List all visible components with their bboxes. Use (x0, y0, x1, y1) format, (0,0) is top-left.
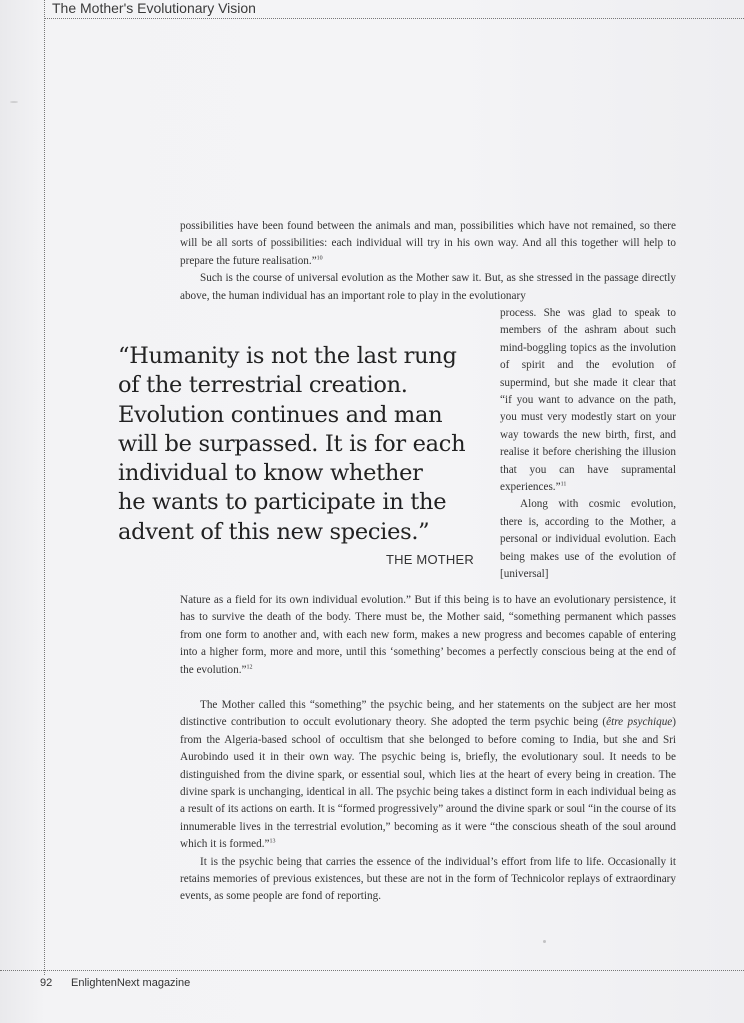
magazine-name: EnlightenNext magazine (71, 977, 191, 989)
pull-quote-line: Evolution continues and man (118, 401, 443, 428)
paragraph-3-continued (180, 592, 676, 679)
pull-quote-line: advent of this new species.” (118, 518, 430, 545)
body-text-bottom (180, 697, 676, 906)
paragraph-4-italic-term: être psychique (606, 716, 673, 729)
footer-rule (0, 970, 744, 971)
paragraph-5: It is the psychic being that carries the essence of the individual’s effort from life to life. Occasionally it retains memories of previous existences, but these are not in the form of Technicolor replays of extraordinary events, as some people are fond of reporting. (180, 855, 676, 903)
pull-quote-line: individual to know whether (118, 460, 423, 487)
pull-quote-line: of the terrestrial creation. (118, 372, 408, 399)
margin-rule (44, 0, 45, 975)
paragraph-1-text: possibilities have been found between the animals and man, possibilities which have not remained, so there will be all sorts of possibilities: each individual will try in his own way. And all this together will help to prepare the future realisation.” (180, 220, 676, 267)
scan-speck (543, 940, 546, 943)
body-text-top (180, 218, 676, 305)
pull-quote (118, 342, 488, 547)
paragraph-2-col-text: process. She was glad to speak to members of the ashram about such mind-boggling topics as the involution of spirit and the evolution of supermind, but she made it clear that “if you want to advance on the path, you must very modestly start on your way towards the new birth, first, and realise it before cherishing the illusion that you can have supramental experiences.” (500, 307, 676, 494)
paragraph-2-start: Such is the course of universal evolution as the Mother saw it. But, as she stressed in the passage directly above, the human individual has an important role to play in the evolutionary (180, 272, 676, 302)
header-rule (44, 18, 744, 19)
pull-quote-line: he wants to participate in the (118, 489, 447, 516)
scan-speck (10, 101, 18, 103)
footnote-ref: 12 (246, 663, 253, 670)
pull-quote-line: will be surpassed. It is for each (118, 430, 466, 457)
paragraph-4-text-b: ) from the Algeria-based school of occultism that she belonged to before coming to India, but she and Sri Aurobindo used it in their own way. The psychic being is, briefly, the evolutionary soul. It needs to be distinguished from the divine spark, or essential soul, which lies at the heart of every being in creation. The divine spark is unchanging, identical in all. The psychic being takes a distinct form in each individual being as a result of its actions on earth. It is “formed progressively” around the divine spark or soul “in the course of its innumerable lives in the terrestrial evolution,” becoming as it were “the conscious sheath of the soul around which it is formed.” (180, 716, 676, 851)
page-number: 92 (40, 977, 53, 989)
body-text-right-column (500, 305, 676, 584)
pull-quote-line: “Humanity is not the last rung (118, 343, 457, 369)
pull-quote-attribution: THE MOTHER (386, 552, 474, 567)
paragraph-1 (180, 218, 676, 270)
body-text-middle (180, 592, 676, 679)
paragraph-4-text-a: The Mother called this “something” the psychic being, and her statements on the subject are her most distinctive contribution to occult evolutionary theory. She adopted the term psychic being ( (180, 699, 676, 729)
paragraph-2-continued (500, 305, 676, 496)
footnote-ref: 10 (316, 255, 323, 262)
paragraph-4 (180, 697, 676, 854)
footnote-ref: 13 (269, 838, 276, 845)
paragraph-3-start: Along with cosmic evolution, there is, according to the Mother, a personal or individual evolution. Each being makes use of the evolution of [universal] (500, 498, 676, 581)
paragraph-3-full-text: Nature as a field for its own individual evolution.” But if this being is to have an evolutionary persistence, it has to survive the death of the body. There must be, the Mother said, “something permanent which passes from one form to another and, with each new form, makes a new progress and becomes capable of entering into a higher form, more and more, until this ‘something’ becomes a perfectly conscious being at the end of the evolution.” (180, 594, 676, 676)
footnote-ref: 11 (560, 481, 567, 488)
running-header: The Mother's Evolutionary Vision (52, 0, 256, 16)
